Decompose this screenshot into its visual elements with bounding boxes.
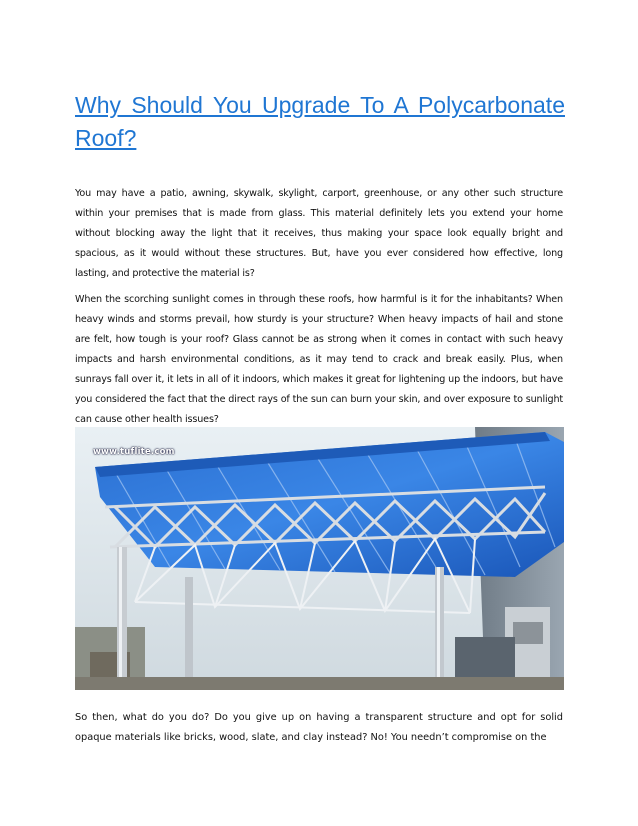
article-title[interactable]: Why Should You Upgrade To A Polycarbonate Roof? <box>75 92 565 151</box>
roof-structure-image <box>75 427 564 690</box>
paragraph-continuation: So then, what do you do? Do you give up on having a transparent structure and opt for solid opaque materials like bricks, wood, slate, and clay instead? No! You needn’t compromise on the <box>75 712 563 743</box>
paragraph-concerns: When the scorching sunlight comes in through these roofs, how harmful is it for the inhabitants? When heavy winds and storms prevail, how sturdy is your structure? When heavy impacts of hail and stone are felt, how tough is your roof? Glass cannot be as strong when it comes in contact with such heavy impacts and harsh environmental conditions, as it may tend to crack and break easily. Plus, when sunrays fall over it, it lets in all of it indoors, which makes it great for lightening up the indoors, but have you considered the fact that the direct rays of the sun can burn your skin, and over exposure to sunlight can cause other health issues? <box>75 294 563 425</box>
paragraph-intro: You may have a patio, awning, skywalk, skylight, carport, greenhouse, or any other such structure within your premises that is made from glass. This material definitely lets you extend your home without blocking away the light that it receives, thus making your space look equally bright and spacious, as it would without these structures. But, have you ever considered how effective, long lasting, and protective the material is? <box>75 188 563 279</box>
polycarbonate-roof-photo <box>75 427 564 690</box>
image-watermark: www.tuflite.com <box>93 447 175 457</box>
